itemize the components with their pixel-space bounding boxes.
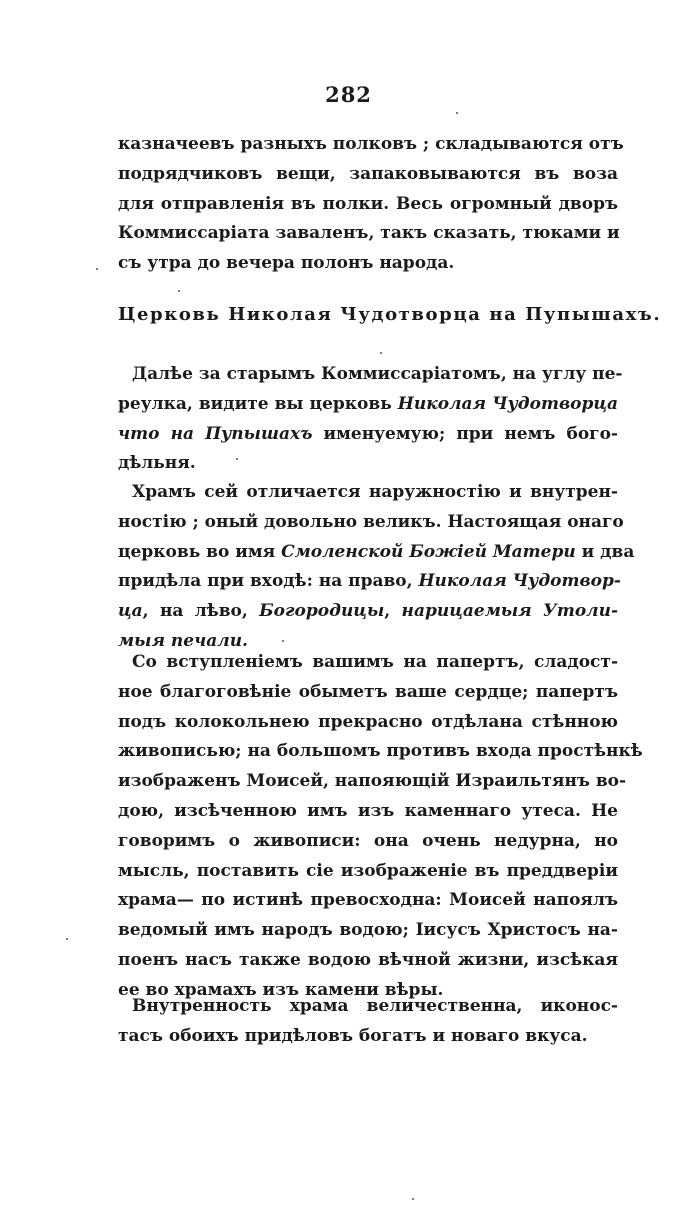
text-line: Коммиссаріата заваленъ, такъ сказать, тюками и: [118, 223, 620, 244]
paragraph-narthex: [118, 648, 643, 1006]
text-line: дѣльня.: [118, 453, 196, 474]
text-line: [118, 420, 618, 450]
italic-dedication: Николая Чудотвор-: [418, 571, 621, 592]
text-line: дою, изсѣченною имъ изъ каменнаго утеса. Не: [118, 800, 618, 821]
text-line: [118, 538, 635, 568]
text-fragment: церковь во имя: [118, 541, 282, 562]
text-line: поенъ насъ также водою вѣчной жизни, изсѣкая: [118, 949, 618, 970]
text-line: подрядчиковъ вещи, запаковываются въ воза: [118, 163, 618, 184]
text-line: изображенъ Моисей, напояющій Израильтянъ во-: [118, 771, 627, 792]
paragraph-interior: [118, 992, 618, 1052]
text-line: для отправленія въ полки. Весь огромный дворъ: [118, 193, 618, 214]
text-line: живописью; на большомъ противъ входа простѣнкѣ: [118, 741, 643, 762]
text-line: казначеевъ разныхъ полковъ ; складываются отъ: [118, 134, 624, 154]
text-line: говоримъ о живописи: она очень недурна, но: [118, 830, 618, 851]
text-line: ностію ; оный довольно великъ. Настоящая онаго: [118, 511, 624, 532]
italic-church-name: что на Пупышахъ: [118, 423, 313, 444]
text-line: ее во храмахъ изъ камени вѣры.: [118, 979, 444, 1000]
scan-speck: [282, 640, 284, 642]
text-line: [118, 390, 618, 420]
scan-speck: [178, 290, 180, 292]
text-line: тасъ обоихъ придѣловъ богатъ и новаго вкуса.: [118, 1025, 588, 1046]
text-fragment: реулка, видите вы церковь: [118, 393, 398, 414]
paragraph-church-location: [118, 360, 623, 479]
text-line: [118, 567, 621, 597]
scan-speck: [412, 1198, 414, 1200]
italic-dedication: мыя печали.: [118, 630, 248, 651]
text-line: храма— по истинѣ превосходна: Моисей напоялъ: [118, 890, 618, 911]
text-line: ведомый имъ народъ водою; Іисусъ Христосъ на-: [118, 920, 618, 941]
text-fragment: ,: [384, 601, 402, 622]
text-line: Со вступленіемъ вашимъ на папертъ, сладост-: [132, 652, 618, 672]
scan-speck: [66, 938, 68, 940]
text-line: Внутренность храма величественна, иконос-: [132, 996, 618, 1016]
text-fragment: , на лѣво,: [142, 601, 260, 622]
text-line: ное благоговѣніе обыметъ ваше сердце; папертъ: [118, 681, 618, 702]
paragraph-commissariat: [118, 130, 624, 279]
scan-speck: [456, 112, 458, 114]
italic-dedication: Богородицы: [259, 601, 385, 622]
scan-speck: [96, 268, 98, 270]
italic-dedication: нарицаемыя Утоли-: [401, 601, 619, 622]
scan-speck: [380, 352, 382, 354]
text-fragment: именуемую; при немъ бого-: [312, 423, 618, 444]
text-line: подъ колокольнею прекрасно отдѣлана стѣнною: [118, 711, 618, 732]
text-line: Храмъ сей отличается наружностію и внутрен-: [132, 482, 618, 502]
page-number: 282: [325, 82, 372, 107]
text-line: Далѣе за старымъ Коммиссаріатомъ, на углу пе-: [132, 364, 623, 384]
paragraph-church-description: [118, 478, 635, 657]
text-line: съ утра до вечера полонъ народа.: [118, 253, 455, 274]
text-fragment: придѣла при входѣ: на право,: [118, 571, 419, 592]
italic-church-name: Николая Чудотворца: [397, 393, 619, 414]
section-heading: Церковь Николая Чудотворца на Пупышахъ.: [118, 304, 662, 325]
scan-speck: [236, 458, 238, 460]
text-line: [118, 597, 618, 627]
italic-dedication: Смоленской Божіей Матери: [281, 541, 576, 562]
text-line: мысль, поставить сіе изображеніе въ преддверіи: [118, 860, 618, 881]
italic-dedication: ца: [118, 601, 143, 622]
text-fragment: и два: [575, 541, 635, 562]
